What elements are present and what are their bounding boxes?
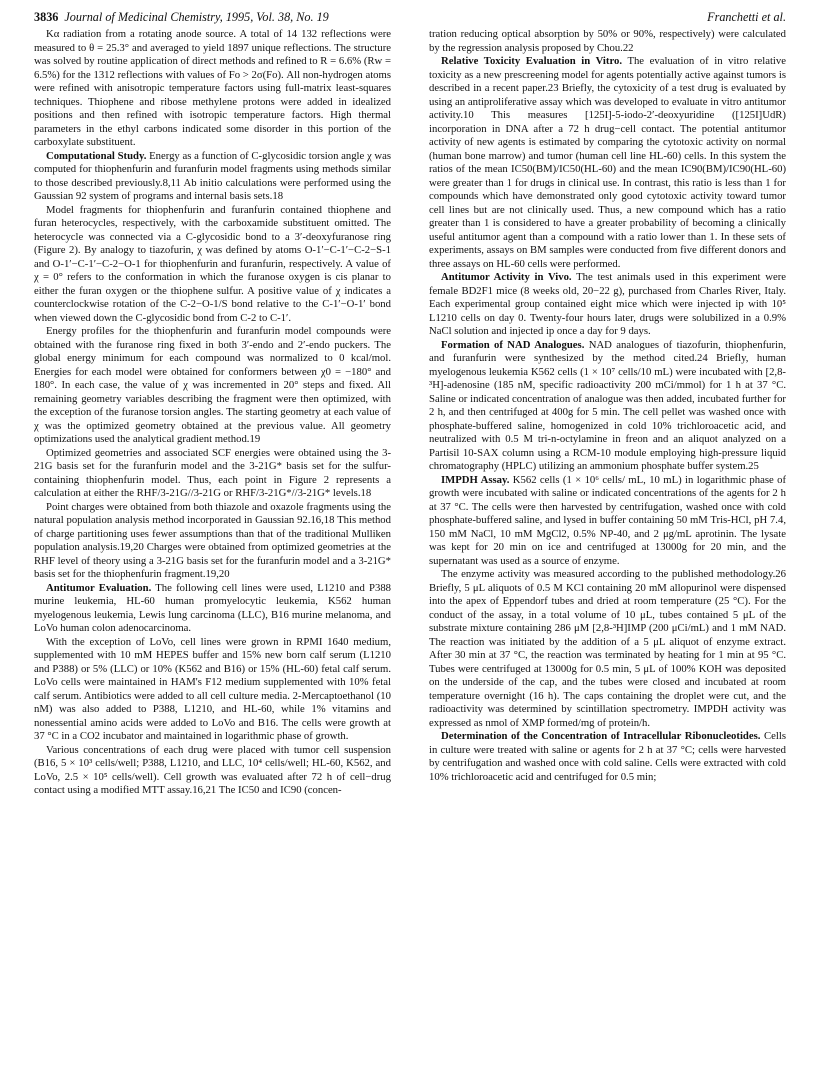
header-left xyxy=(34,8,329,26)
paragraph xyxy=(34,447,391,501)
section-heading: Computational Study. xyxy=(46,149,147,162)
paragraph xyxy=(429,55,786,271)
paragraph-text: The test animals used in this experiment were female BD2F1 mice (8 weeks old, 20−22 g), purchased from Charles River, Italy. Each experimental group contained eight mice which were injected ip with 10⁵ L1210 cells on day 0. Twenty-four hours later, drugs were solubilized in a 0.9% NaCl solution and injected ip once a day for 9 days. xyxy=(429,271,786,337)
paragraph-text: Various concentrations of each drug were placed with tumor cell suspension (B16, 5 × 10³ cells/well; P388, L1210, and LLC, 10⁴ cells/well; HL-60, K562, and LoVo, 2.5 × 10⁵ cells/well). Cell growth was evaluated after 72 h of cell−drug contact using a modified MTT assay.16,21 The IC50 and IC90 (concen- xyxy=(34,743,391,796)
paragraph xyxy=(429,28,786,55)
section-heading: Determination of the Concentration of Intracellular Ribonucleotides. xyxy=(441,730,761,742)
paragraph-text: The evaluation of in vitro relative toxicity as a new prescreening model for agents potentially active against tumors is described in a recent paper.23 Briefly, the cytoxicity of a test drug is evaluated by using an antiproliferative assay which was developed to evaluate in vitro antitumor activity.10 This measures [125I]-5-iodo-2′-deoxyuridine ([125I]UdR) incorporation in DNA after a 72 h drug−cell contact. The potential antitumor activity of new agents is estimated by comparing the cytotoxic activity on normal (human bone marrow) and tumor (human cell line HL-60) cells. In this system the ratios of the mean IC50(BM)/IC50(HL-60) and the mean IC90(BM)/IC90(HL-60) were greater than 1 for drugs in clinical use. In contrast, this ratio is less than 1 for compounds which have demonstrated only good cytotoxic activity toward tumor cell lines but are not clinically used. Thus, a new compound which has a ratio greater than 1 is considered to have a greater probability of becoming a clinically useful antitumor agent than a compound with a ratio lower than 1. In these sets of experiments, assays on BM samples were conducted from five different donors and three assays on HL-60 cells were performed. xyxy=(429,55,786,270)
paragraph-text: The following cell lines were used, L1210 and P388 murine leukemia, HL-60 human promyelocytic leukemia, K562 human myelogenous leukemia, Lewis lung carcinoma (LLC), B16 murine melanoma, and LoVo human colon adenocarcinoma. xyxy=(34,581,391,634)
paragraph-text: The enzyme activity was measured according to the published methodology.26 Briefly, 5 μL aliquots of 0.5 M KCl containing 20 mM allopurinol were dispensed into the apex of Eppendorf tubes and dried at room temperature (25 °C). For the conduct of the assay, in a total volume of 10 μL, tubes contained 5 μL of the substrate mixture containing 286 μM [2,8-³H]IMP (200 μCi/mL) and 1 mM NAD. The reaction was initiated by the addition of a 5 μL aliquot of enzyme extract. After 30 min at 37 °C, the reaction was terminated by heating for 1 min at 95 °C. Tubes were centrifuged at 13000g for 0.5 min, 5 μL of 100% KOH was deposited on the underside of the cap, and the tubes were closed and incubated at room temperature overnight (16 h). The caps containing the droplet were cut, and the radioactivity was determined by scintillation spectrometry. IMPDH activity was expressed as nmol of XMP formed/mg of protein/h. xyxy=(429,568,786,729)
paragraph-text: Kα radiation from a rotating anode source. A total of 14 132 reflections were measured to θ = 25.3° and averaged to yield 1897 unique reflections. The structure was solved by routine application of direct methods and refined to R = 6.6% (Rw = 6.5%) for the 1312 reflections with values of Fo > 2σ(Fo). All non-hydrogen atoms were refined with anisotropic temperature factors using full-matrix least-squares techniques. Thiophene and ribose methylene protons were added in idealized positions and then refined with isotropic temperature factors. High thermal parameters in the ethyl carbons indicated some disorder in this portion of the carboxylate substituent. xyxy=(34,28,391,148)
paragraph-text: K562 cells (1 × 10⁶ cells/ mL, 10 mL) in logarithmic phase of growth were incubated with saline or indicated concentrations of the agents for 2 h at 37 °C. The cells were then harvested by centrifugation, washed once with cold phosphate-buffered saline, and lysed in buffer containing 50 mM Tris-HCl, pH 7.4, 150 mM NaCl, 10 mM MgCl2, 0.5% NP-40, and 2 μg/mL aprotinin. The lysate was kept for 20 min on ice and centrifuged at 13000g for 20 min, and the supernatant was used as a source of enzyme. xyxy=(429,473,786,567)
paragraph xyxy=(429,474,786,569)
section-heading: Antitumor Evaluation. xyxy=(46,581,152,594)
page-number: 3836 xyxy=(34,10,59,24)
paragraph xyxy=(34,28,391,150)
running-authors: Franchetti et al. xyxy=(707,10,786,24)
paragraph xyxy=(429,730,786,784)
left-column xyxy=(34,28,391,1062)
right-column xyxy=(429,28,786,1062)
paragraph xyxy=(429,271,786,339)
page-header xyxy=(34,8,786,28)
paragraph-text: Energy as a function of C-glycosidic torsion angle χ was computed for thiophenfurin and furanfurin model fragments using methods similar to those described previously.8,11 Ab initio calculations were performed using the Gaussian 92 system of programs and internal basis sets.18 xyxy=(34,149,391,202)
paragraph-text: Cells in culture were treated with saline or agents for 2 h at 37 °C; cells were harvested by centrifugation and washed once with cold saline. Cells were extracted with cold 10% trichloroacetic acid and centrifuged for 0.5 min; xyxy=(429,730,786,783)
paragraph-text: NAD analogues of tiazofurin, thiophenfurin, and furanfurin were synthesized by the method cited.24 Briefly, human myelogenous leukemia K562 cells (1 × 10⁷ cells/10 mL) were incubated with [2,8-³H]-adenosine (185 nM, specific radioactivity 200 mCi/mmol) for 1 h at 37 °C. Saline or indicated concentration of analogue was then added, incubated further for 2 h, and then centrifuged at 400g for 5 min. The cell pellet was washed once with phosphate-buffered saline, homogenized in cold 10% trichloroacetic acid, and neutralized with 0.5 M tri-n-octylamine in freon and an aliquot analyzed on a Partisil 10-SAX column using a RCM-10 module employing high-pressure liquid chromatography (HPLC) utilizing an ammonium phosphate buffer system.25 xyxy=(429,338,786,472)
paragraph xyxy=(429,339,786,474)
paragraph-text: Model fragments for thiophenfurin and furanfurin contained thiophene and furan heterocycles, respectively, with the carboxamide substituent omitted. The heterocycle was connected via a C-glycosidic bond to a 3′-deoxyfuranose ring (Figure 2). By analogy to tiazofurin, χ was defined by atoms O-1′−C-1′−C-2−S-1 and O-1′−C-1′−C-2−O-1 for thiophenfurin and furanfurin, respectively. A value of χ = 0° refers to the conformation in which the furanose oxygen is cis planar to either the furan oxygen or the thiophene sulfur. A positive value of χ indicates a counterclockwise rotation of the C-2−O-1/S bond relative to the C-1′−O-1′ bond when viewed down the C-glycosidic bond from C-2 to C-1′. xyxy=(34,203,391,324)
paragraph xyxy=(34,204,391,326)
paragraph xyxy=(429,568,786,730)
paragraph xyxy=(34,744,391,798)
paragraph xyxy=(34,325,391,447)
paragraph-text: Energy profiles for the thiophenfurin and furanfurin model compounds were obtained with the furanose ring fixed in both 3′-endo and 2′-endo puckers. The global energy minimum for each compound was normalized to 0 kcal/mol. Energies for each model were obtained for conformers between χ0 = −180° and 180°. In each case, the value of χ was incremented in 20° steps and fixed. All remaining geometry variables describing the fragment were then optimized, with the exception of the furanose torsion angles. The starting geometry at each value of χ was the optimized geometry obtained at the previous value. All geometry optimizations used the analytical gradient method.19 xyxy=(34,325,391,445)
section-heading: Relative Toxicity Evaluation in Vitro. xyxy=(441,55,623,67)
journal-citation: Journal of Medicinal Chemistry, 1995, Vol. 38, No. 19 xyxy=(64,10,329,24)
paragraph xyxy=(34,150,391,204)
section-heading: Formation of NAD Analogues. xyxy=(441,338,585,351)
section-heading: Antitumor Activity in Vivo. xyxy=(441,271,572,283)
paragraph-text: With the exception of LoVo, cell lines were grown in RPMI 1640 medium, supplemented with 10 mM HEPES buffer and 15% new born calf serum (L1210 and P388) or 5% (LLC) or 10% (K562 and B16) or 15% (HL-60) fetal calf serum. LoVo cells were maintained in HAM's F12 medium supplemented with 10% fetal calf serum. Antibiotics were added to all cell culture media. 2-Mercaptoethanol (10 nM) was also added to P388, L1210, and HL-60, while 1% vitamins and nonessential amino acids were added to LoVo and B16. The cells were growth at 37 °C in a CO2 incubator and maintained in logarithmic phase of growth. xyxy=(34,635,391,742)
paragraph xyxy=(34,582,391,636)
paragraph-text: Optimized geometries and associated SCF energies were obtained using the 3-21G basis set for the furanfurin model and the 3-21G* basis set for the sulfur-containing thiophenfurin model. Thus, each point in Figure 2 represents a calculation at either the RHF/3-21G//3-21G or RHF/3-21G*//3-21G* levels.18 xyxy=(34,446,391,499)
paragraph-text: Point charges were obtained from both thiazole and oxazole fragments using the natural population analysis method incorporated in Gaussian 92.16,18 This method of charge partitioning uses fewer assumptions than that of the traditional Mulliken population analysis.19,20 Charges were obtained from optimized geometries at the RHF level of theory using a 3-21G basis set for the furanfurin model and a 3-21G* basis set for the thiophenfurin fragment.19,20 xyxy=(34,500,391,580)
paragraph-text: tration reducing optical absorption by 50% or 90%, respectively) were calculated by the regression analysis proposed by Chou.22 xyxy=(429,28,786,54)
paragraph xyxy=(34,501,391,582)
paragraph xyxy=(34,636,391,744)
section-heading: IMPDH Assay. xyxy=(441,473,510,486)
